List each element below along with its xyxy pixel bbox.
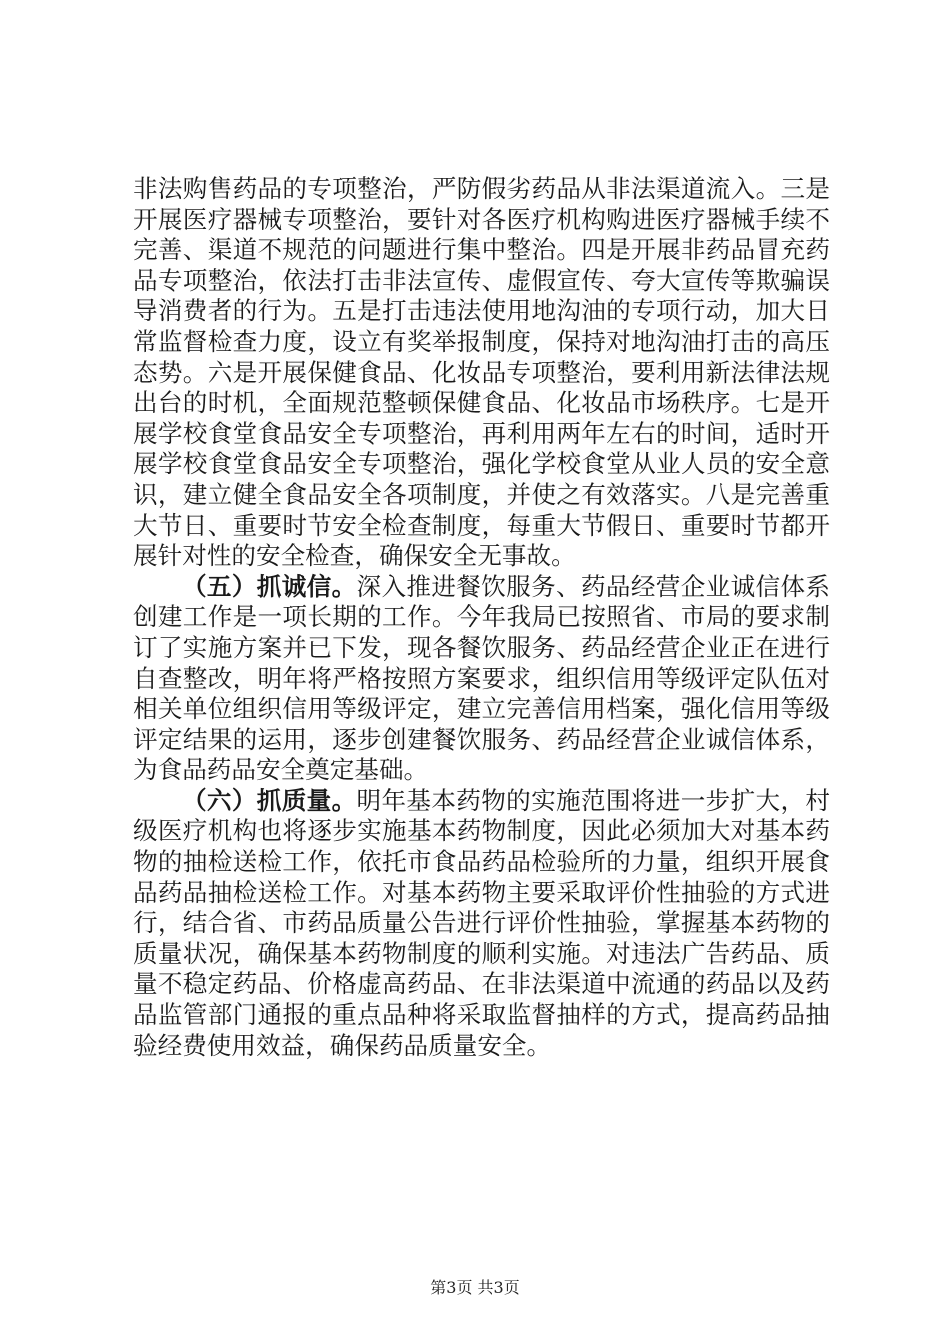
page-number: 第3页 共3页 (430, 1278, 520, 1297)
paragraph-text: 非法购售药品的专项整治，严防假劣药品从非法渠道流入。三是开展医疗器械专项整治，要针对各医疗机构购进医疗器械手续不完善、渠道不规范的问题进行集中整治。四是开展非药品冒充药品专项整治，依法打击非法宣传、虚假宣传、夸大宣传等欺骗误导消费者的行为。五是打击违法使用地沟油的专项行动，加大日常监督检查力度，设立有奖举报制度，保持对地沟油打击的高压态势。六是开展保健食品、化妆品专项整治，要利用新法律法规出台的时机，全面规范整顿保健食品、化妆品市场秩序。七是开展学校食堂食品安全专项整治，再利用两年左右的时间，适时开展学校食堂食品安全专项整治，强化学校食堂从业人员的安全意识，建立健全食品安全各项制度，并使之有效落实。八是完善重大节日、重要时节安全检查制度，每重大节假日、重要时节都开展针对性的安全检查，确保安全无事故。 (133, 174, 830, 571)
paragraph-text: 深入推进餐饮服务、药品经营企业诚信体系创建工作是一项长期的工作。今年我局已按照省、市局的要求制订了实施方案并已下发，现各餐饮服务、药品经营企业正在进行自查整改，明年将严格按照方案要求，组织信用等级评定队伍对相关单位组织信用等级评定，建立完善信用档案，强化信用等级评定结果的运用，逐步创建餐饮服务、药品经营企业诚信体系，为食品药品安全奠定基础。 (133, 571, 830, 785)
paragraph-continuation (133, 174, 830, 572)
section-heading-integrity: （五）抓诚信。 (182, 571, 357, 601)
paragraph-quality (133, 786, 830, 1061)
page-footer (0, 1278, 950, 1298)
paragraph-text: 明年基本药物的实施范围将进一步扩大，村级医疗机构也将逐步实施基本药物制度，因此必须加大对基本药物的抽检送检工作，依托市食品药品检验所的力量，组织开展食品药品抽检送检工作。对基本药物主要采取评价性抽验的方式进行，结合省、市药品质量公告进行评价性抽验，掌握基本药物的质量状况，确保基本药物制度的顺利实施。对违法广告药品、质量不稳定药品、价格虚高药品、在非法渠道中流通的药品以及药品监管部门通报的重点品种将采取监督抽样的方式，提高药品抽验经费使用效益，确保药品质量安全。 (133, 785, 830, 1060)
document-body (133, 174, 830, 1061)
paragraph-integrity (133, 572, 830, 786)
section-heading-quality: （六）抓质量。 (182, 785, 357, 815)
